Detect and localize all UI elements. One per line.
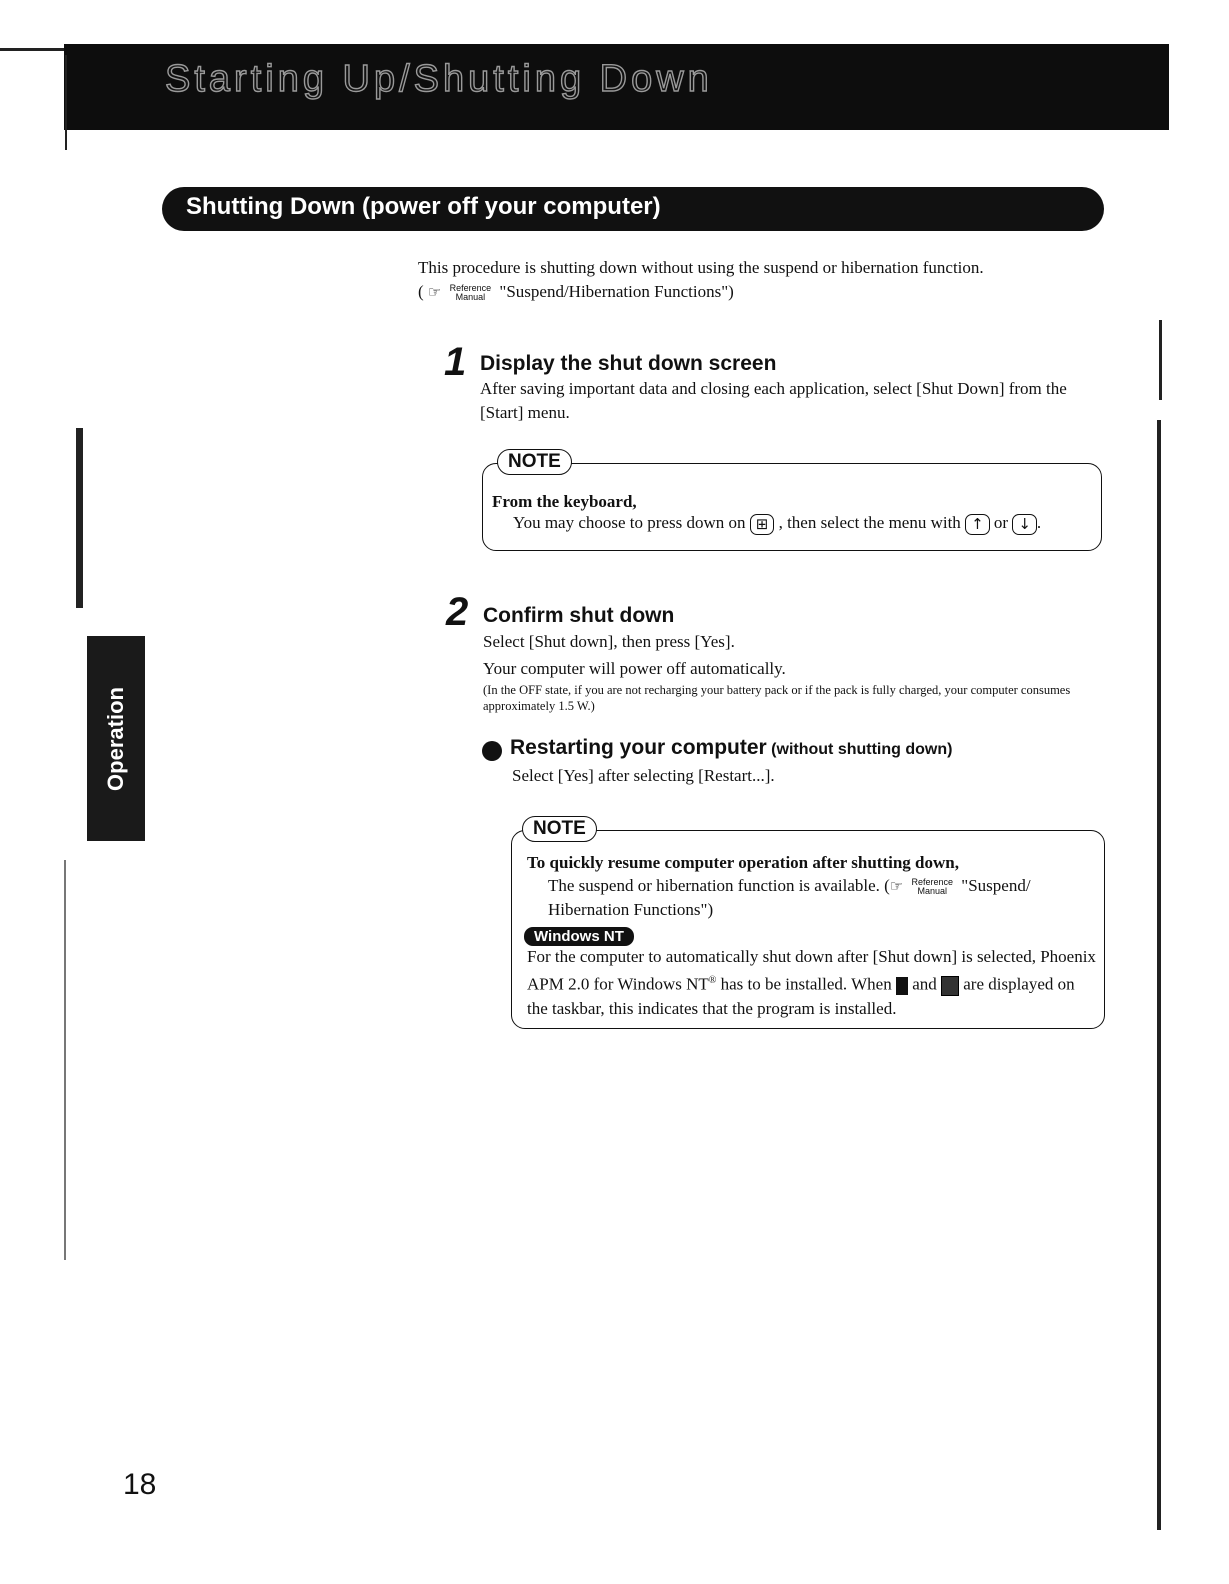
left-margin-bar: [76, 428, 83, 608]
step-2-line-2: Your computer will power off automatically.: [483, 659, 786, 678]
page-top-rule: [0, 48, 64, 51]
step-2-title: Confirm shut down: [483, 604, 675, 627]
reference-manual-label: Reference Manual: [911, 877, 954, 897]
pointing-hand-icon: ☞: [889, 877, 904, 895]
note-resume-text: The suspend or hibernation function is available. (☞ Reference Manual "Suspend/ Hibernation Functions"): [548, 876, 1031, 919]
down-arrow-key-icon: ↓: [1012, 514, 1037, 535]
section-title: Shutting Down (power off your computer): [186, 193, 661, 220]
reference-manual-label: Reference Manual: [449, 283, 492, 303]
windows-key-icon: ⊞: [750, 514, 775, 535]
note-heading: From the keyboard,: [492, 492, 637, 511]
page-number: 18: [123, 1468, 157, 1501]
note-label: NOTE: [497, 449, 572, 475]
restart-text: Select [Yes] after selecting [Restart...].: [512, 766, 775, 785]
right-margin-rule: [1157, 420, 1161, 1530]
chapter-title: Starting Up/Shutting Down: [165, 58, 713, 100]
up-arrow-key-icon: ↑: [965, 514, 990, 535]
note-keyboard-text: You may choose to press down on ⊞ , then select the menu with ↑ or ↓ .: [513, 513, 1042, 533]
windows-nt-badge: Windows NT: [524, 927, 634, 946]
step-1-title: Display the shut down screen: [480, 352, 777, 375]
step-1-text: After saving important data and closing each application, select [Shut Down] from the [Start] menu.: [480, 379, 1067, 422]
left-margin-rule: [64, 860, 66, 1260]
battery-tray-icon: [896, 977, 908, 995]
restart-heading: Restarting your computer (without shutting down): [510, 736, 953, 759]
apm-tray-icon: [941, 976, 959, 996]
side-tab-label: Operation: [103, 686, 128, 791]
note-windows-nt-text: For the computer to automatically shut down after [Shut down] is selected, Phoenix APM 2.0 for Windows NT® has to be installed. When and are displayed on the taskbar, this indicates that the program is installed.: [527, 947, 1096, 1018]
step-2-number: 2: [446, 590, 469, 634]
note-heading: To quickly resume computer operation after shutting down,: [527, 853, 959, 872]
step-2-footnote: (In the OFF state, if you are not recharging your battery pack or if the pack is fully charged, your computer consumes approximately 1.5 W.): [483, 683, 1071, 713]
intro-line: This procedure is shutting down without using the suspend or hibernation function.: [418, 258, 984, 277]
note-label: NOTE: [522, 816, 597, 842]
intro-reference: ( ☞ Reference Manual "Suspend/Hibernation Functions"): [418, 282, 734, 303]
step-2-line-1: Select [Shut down], then press [Yes].: [483, 632, 735, 651]
right-margin-rule: [1159, 320, 1162, 400]
pointing-hand-icon: ☞: [427, 283, 442, 301]
left-margin-rule: [65, 55, 67, 150]
step-1-number: 1: [444, 340, 467, 384]
intro-paragraph: [418, 256, 1108, 304]
bullet-icon: [482, 741, 502, 761]
